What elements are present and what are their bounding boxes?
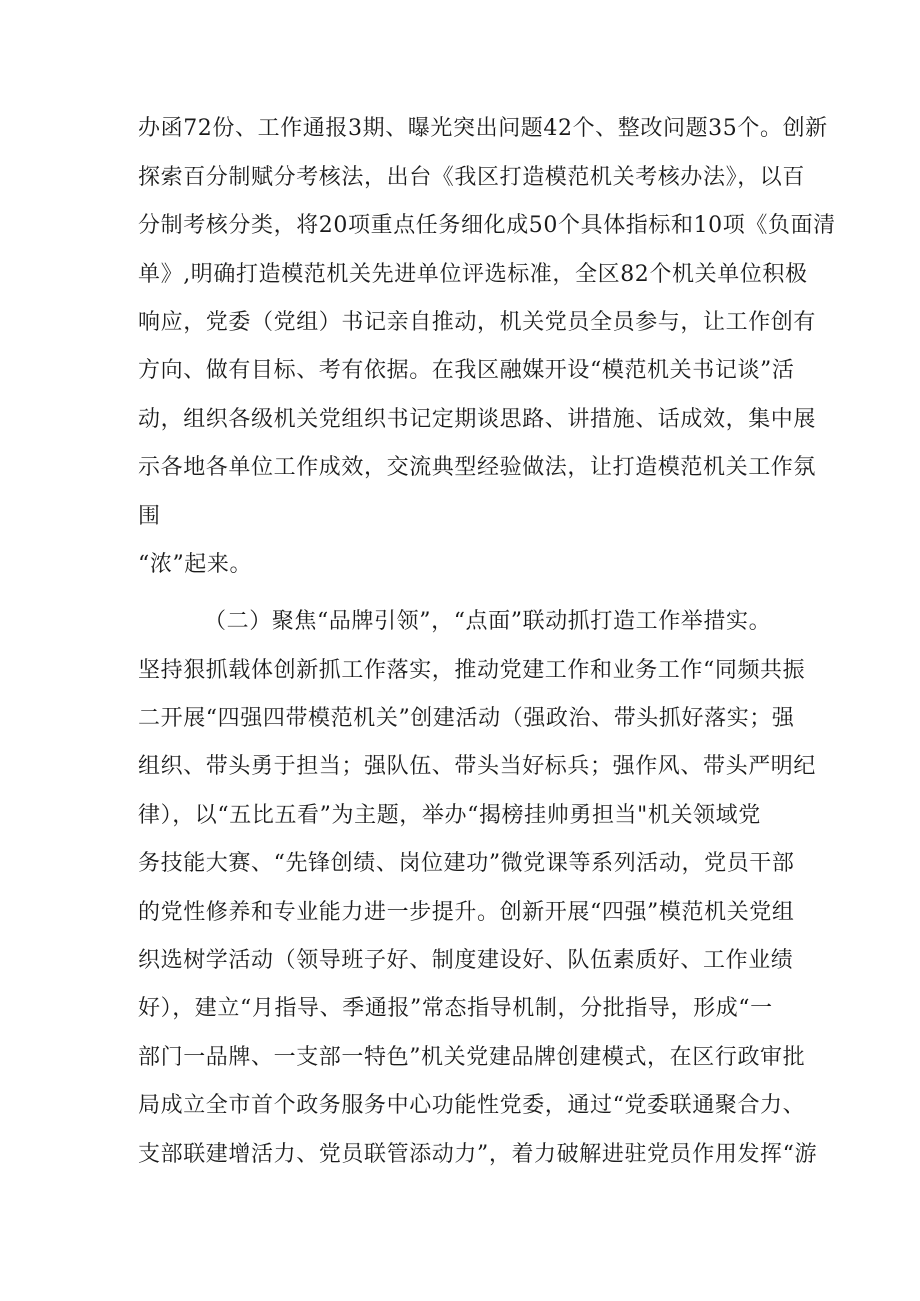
text-line: 动，组织各级机关党组织书记定期谈思路、讲措施、话成效，集中展 [138,407,817,432]
text-line: 探索百分制赋分考核法，出台《我区打造模范机关考核办法》，以百 [138,165,806,190]
text-line: 务技能大赛、“先锋创绩、岗位建功”微党课等系列活动，党员干部 [138,851,795,876]
text-line: 二开展“四强四带模范机关”创建活动（强政治、带头抓好落实；强 [138,706,795,731]
text-line: 坚持狠抓载体创新抓工作落实，推动党建工作和业务工作“同频共振 [138,658,806,683]
text-line: 示各地各单位工作成效，交流典型经验做法，让打造模范机关工作氛 [138,455,817,480]
text-line: 织选树学活动（领导班子好、制度建设好、队伍素质好、工作业绩 [138,948,794,973]
text-line: 部门一品牌、一支部一特色”机关党建品牌创建模式，在区行政审批 [138,1045,806,1070]
text-line: 围 [138,504,161,529]
text-line: 响应，党委（党组）书记亲自推动，机关党员全员参与，让工作创有 [138,310,817,335]
text-line: 好），建立“月指导、季通报”常态指导机制，分批指导，形成“一 [138,996,773,1021]
text-line: “浓”起来。 [138,552,253,577]
text-line: 组织、带头勇于担当；强队伍、带头当好标兵；强作风、带头严明纪 [138,754,817,779]
text-line: 方向、做有目标、考有依据。在我区融媒开设“模范机关书记谈”活 [138,358,795,383]
text-line: 办函72份、工作通报3期、曝光突出问题42个、整改问题35个。创新 [138,116,828,141]
text-line: 单》,明确打造模范机关先进单位评选标准，全区82个机关单位积极 [138,262,808,287]
text-line: 分制考核分类，将20项重点任务细化成50个具体指标和10项《负面清 [138,213,836,238]
text-line: 局成立全市首个政务服务中心功能性党委，通过“党委联通聚合力、 [138,1093,806,1118]
text-line: 律），以“五比五看”为主题，举办“揭榜挂帅勇担当"机关领域党 [138,803,761,828]
section-heading: （二）聚焦“品牌引领”，“点面”联动抓打造工作举措实。 [204,609,772,634]
text-line: 支部联建增活力、党员联管添动力”，着力破解进驻党员作用发挥“游 [138,1142,818,1167]
text-line: 的党性修养和专业能力进一步提升。创新开展“四强”模范机关党组 [138,900,795,925]
